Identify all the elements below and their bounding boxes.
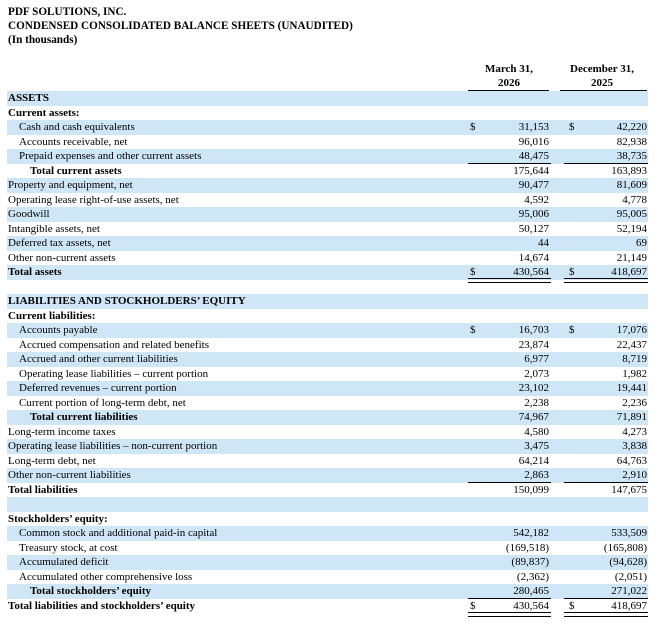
row-label: Deferred tax assets, net (8, 237, 111, 249)
value-december-2025: (165,808) (603, 541, 647, 554)
table-row (7, 135, 648, 150)
value-december-2025: 69 (636, 237, 647, 249)
table-row (7, 352, 648, 367)
table-row (7, 439, 648, 454)
row-label: Long-term debt, net (8, 454, 96, 467)
dollar-sign: $ (470, 121, 476, 133)
row-label: Accounts payable (19, 324, 98, 336)
units-note: (In thousands) (8, 34, 78, 46)
row-label: Operating lease right-of-use assets, net (8, 193, 179, 206)
row-label: Accrued compensation and related benefits (19, 338, 209, 351)
table-row (7, 541, 648, 556)
row-label: Current portion of long-term debt, net (19, 396, 186, 409)
row-label: Deferred revenues – current portion (19, 382, 177, 394)
value-march-2026: 90,477 (518, 179, 549, 191)
value-march-2026: 2,238 (524, 396, 549, 409)
value-december-2025: 1,982 (622, 367, 647, 380)
row-label: Intangible assets, net (8, 222, 100, 235)
value-march-2026: 50,127 (518, 222, 549, 235)
table-row (7, 367, 648, 382)
value-december-2025: 271,022 (611, 585, 647, 597)
row-label: Accumulated other comprehensive loss (19, 570, 193, 583)
value-december-2025: 17,076 (616, 324, 647, 336)
value-december-2025: 22,437 (616, 338, 647, 351)
value-december-2025: 2,236 (622, 396, 647, 409)
row-label: Total liabilities and stockholders’ equity (8, 599, 196, 612)
row-label: Total liabilities (8, 483, 78, 496)
value-december-2025: 21,149 (616, 251, 647, 264)
row-label: Total assets (8, 266, 62, 278)
row-label: Common stock and additional paid-in capital (19, 527, 218, 539)
value-december-2025: 533,509 (611, 527, 647, 539)
table-row (7, 454, 648, 469)
value-march-2026: 150,099 (513, 483, 549, 496)
total-double-rule (468, 612, 551, 617)
statement-title: CONDENSED CONSOLIDATED BALANCE SHEETS (UNAUDITED) (8, 20, 353, 32)
table-row (7, 396, 648, 411)
value-march-2026: 4,592 (524, 193, 549, 206)
table-row (7, 91, 648, 106)
row-label: Long-term income taxes (8, 425, 116, 438)
value-december-2025: 64,763 (616, 454, 647, 467)
row-label: Total current assets (30, 164, 122, 177)
value-december-2025: 2,910 (622, 469, 647, 481)
row-label: ASSETS (8, 92, 49, 104)
company-name: PDF SOLUTIONS, INC. (8, 6, 127, 18)
table-row (7, 149, 648, 164)
table-row (7, 425, 648, 440)
row-label: Cash and cash equivalents (19, 121, 135, 133)
column-header-line2: 2025 (591, 77, 613, 89)
table-row (7, 526, 648, 541)
value-march-2026: 23,102 (518, 382, 549, 394)
table-row (7, 584, 648, 599)
total-double-rule (564, 612, 648, 617)
row-label: Other non-current assets (8, 251, 116, 264)
value-march-2026: 4,580 (524, 425, 549, 438)
dollar-sign: $ (569, 324, 575, 336)
value-march-2026: (2,362) (516, 570, 549, 583)
row-label: Other non-current liabilities (8, 469, 131, 481)
table-row (7, 207, 648, 222)
value-december-2025: 81,609 (616, 179, 647, 191)
table-row (7, 280, 648, 295)
row-label: Operating lease liabilities – current portion (19, 367, 209, 380)
dollar-sign: $ (470, 266, 476, 278)
value-december-2025: 418,697 (611, 266, 647, 278)
table-row (7, 106, 648, 121)
value-december-2025: (94,628) (609, 556, 647, 568)
dollar-sign: $ (470, 324, 476, 336)
value-march-2026: 31,153 (518, 121, 549, 133)
table-row (7, 309, 648, 324)
row-label: Prepaid expenses and other current assets (19, 150, 202, 162)
value-march-2026: 16,703 (518, 324, 549, 336)
value-march-2026: 430,564 (513, 599, 549, 612)
dollar-sign: $ (569, 121, 575, 133)
dollar-sign: $ (470, 599, 476, 612)
value-march-2026: 175,644 (513, 164, 549, 177)
table-row (7, 338, 648, 353)
table-row (7, 294, 648, 309)
value-december-2025: 4,273 (622, 425, 647, 438)
table-row (7, 512, 648, 527)
value-december-2025: 82,938 (616, 135, 647, 148)
row-label: Current assets: (8, 106, 80, 119)
column-header-line1: December 31, (570, 63, 634, 75)
row-label: Accumulated deficit (19, 556, 109, 568)
table-row (7, 410, 648, 425)
value-march-2026: (169,518) (505, 541, 549, 554)
value-march-2026: 542,182 (513, 527, 549, 539)
value-december-2025: 95,005 (616, 208, 647, 220)
row-label: Goodwill (8, 208, 50, 220)
table-row (7, 497, 648, 512)
table-row (7, 236, 648, 251)
dollar-sign: $ (569, 266, 575, 278)
table-row (7, 251, 648, 266)
value-march-2026: 44 (538, 237, 549, 249)
table-row (7, 120, 648, 135)
value-march-2026: 2,863 (524, 469, 549, 481)
row-label: Current liabilities: (8, 309, 96, 322)
row-label: Total stockholders’ equity (30, 585, 152, 597)
table-row (7, 222, 648, 237)
value-december-2025: 163,893 (611, 164, 647, 177)
row-label: Total current liabilities (30, 411, 138, 423)
value-march-2026: 3,475 (524, 440, 549, 452)
row-label: Property and equipment, net (8, 179, 133, 191)
value-march-2026: 6,977 (524, 353, 549, 365)
value-march-2026: (89,837) (511, 556, 549, 568)
table-row (7, 555, 648, 570)
value-march-2026: 74,967 (518, 411, 549, 423)
column-header-line2: 2026 (498, 77, 520, 89)
value-december-2025: 38,735 (616, 150, 647, 162)
value-december-2025: (2,051) (614, 570, 647, 583)
table-row (7, 323, 648, 338)
table-row (7, 483, 648, 498)
table-row (7, 599, 648, 614)
value-march-2026: 48,475 (518, 150, 549, 162)
value-december-2025: 19,441 (616, 382, 647, 394)
value-december-2025: 52,194 (616, 222, 647, 235)
table-row (7, 265, 648, 280)
row-label: Stockholders’ equity: (8, 512, 108, 525)
row-label: LIABILITIES AND STOCKHOLDERS’ EQUITY (8, 295, 246, 307)
value-march-2026: 430,564 (513, 266, 549, 278)
value-december-2025: 8,719 (622, 353, 647, 365)
value-march-2026: 64,214 (518, 454, 549, 467)
value-december-2025: 4,778 (622, 193, 647, 206)
table-row (7, 193, 648, 208)
value-march-2026: 14,674 (518, 251, 549, 264)
value-december-2025: 418,697 (611, 599, 647, 612)
dollar-sign: $ (569, 599, 575, 612)
value-march-2026: 23,874 (518, 338, 549, 351)
row-label: Treasury stock, at cost (19, 541, 118, 554)
value-march-2026: 96,016 (518, 135, 549, 148)
table-row (7, 468, 648, 483)
table-row (7, 570, 648, 585)
value-december-2025: 71,891 (616, 411, 647, 423)
row-label: Operating lease liabilities – non-current portion (8, 440, 218, 452)
table-row (7, 178, 648, 193)
table-row (7, 164, 648, 179)
value-december-2025: 147,675 (611, 483, 647, 496)
value-december-2025: 3,838 (622, 440, 647, 452)
value-december-2025: 42,220 (616, 121, 647, 133)
row-label: Accrued and other current liabilities (19, 353, 178, 365)
value-march-2026: 95,006 (518, 208, 549, 220)
value-march-2026: 2,073 (524, 367, 549, 380)
row-label: Accounts receivable, net (19, 135, 128, 148)
table-row (7, 381, 648, 396)
value-march-2026: 280,465 (513, 585, 549, 597)
column-header-line1: March 31, (484, 63, 534, 75)
